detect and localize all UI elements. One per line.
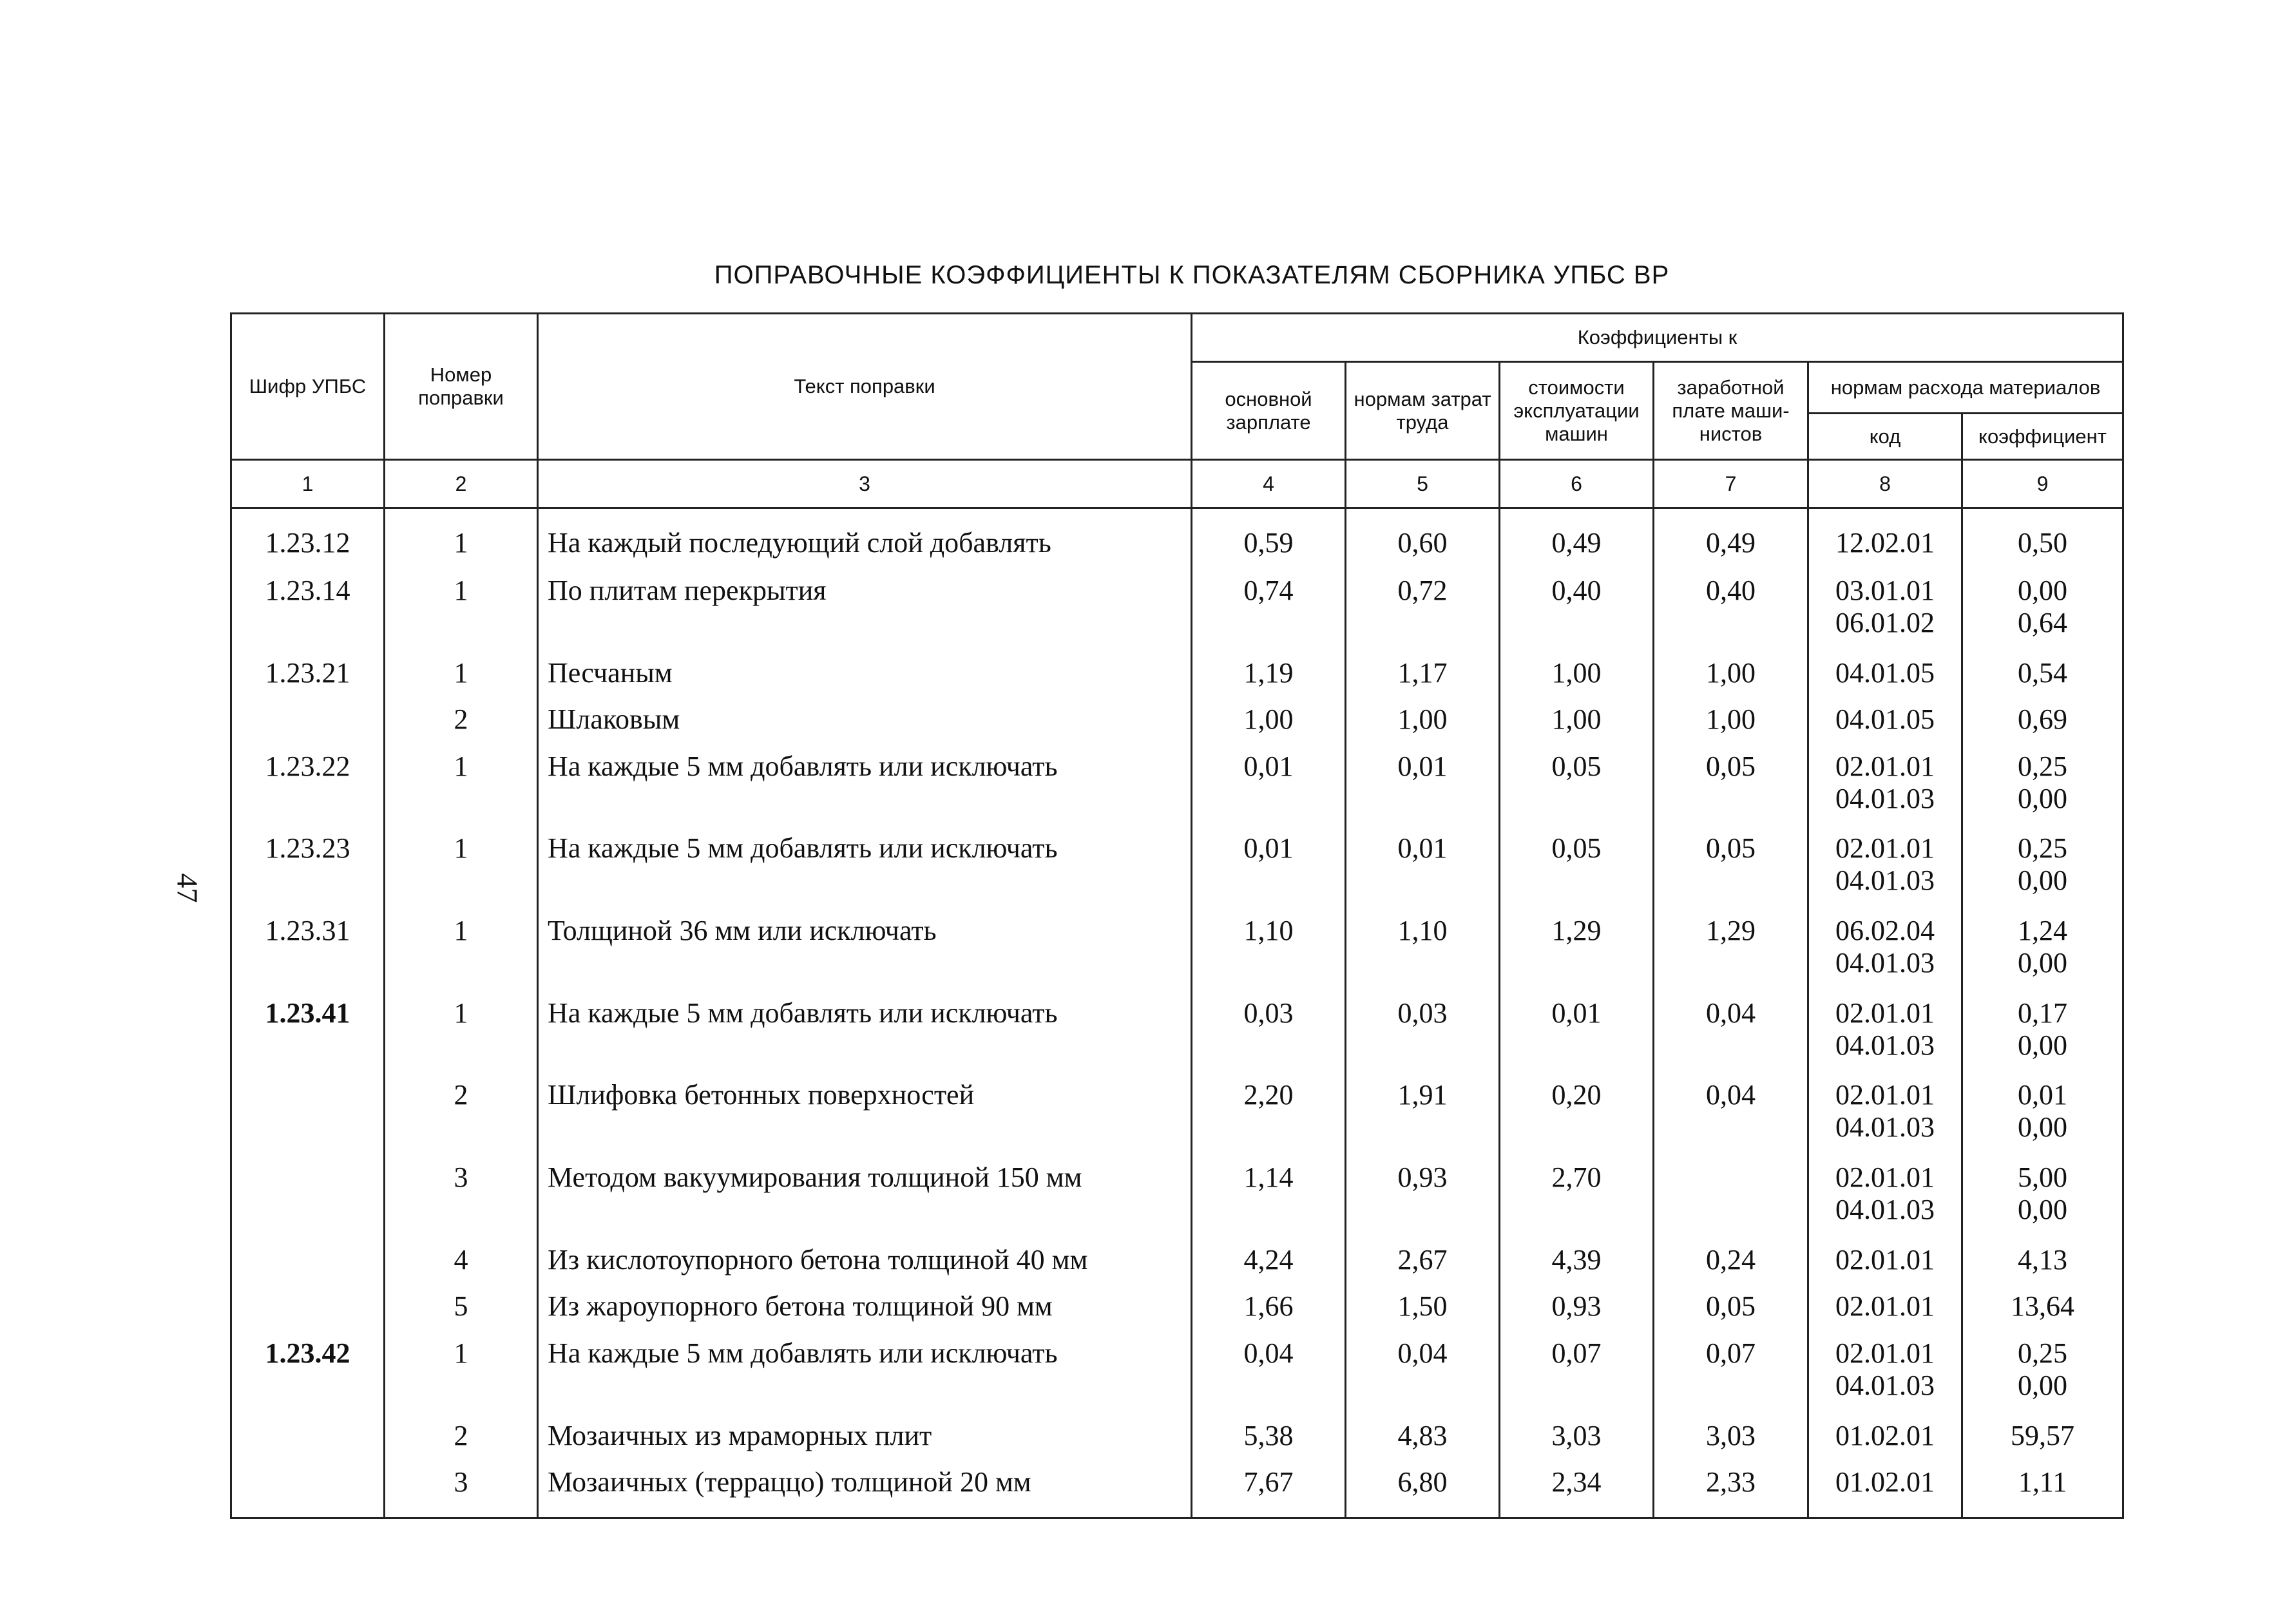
table-row <box>231 693 2123 740</box>
cell-base-salary: 7,67 <box>1192 1456 1346 1518</box>
cell-labor-norms: 6,80 <box>1346 1456 1500 1518</box>
cell-machine-cost: 0,05 <box>1500 740 1654 823</box>
material-coefficient-line: 0,00 <box>2018 865 2068 897</box>
material-code-line: 06.01.02 <box>1835 606 1935 638</box>
cell-code: 1.23.12 <box>231 508 385 564</box>
table-body <box>231 508 2123 1518</box>
cell-labor-norms: 1,17 <box>1346 647 1500 694</box>
cell-amendment-number: 5 <box>385 1280 538 1327</box>
column-numbers-row <box>231 460 2123 508</box>
material-coefficient-line: 0,17 <box>2018 997 2068 1029</box>
cell-amendment-number: 1 <box>385 740 538 823</box>
table-header <box>231 314 2123 508</box>
material-coefficient-line: 0,00 <box>2018 1029 2068 1061</box>
cell-code <box>231 693 385 740</box>
header-labor-norms: нормам затрат труда <box>1346 362 1500 460</box>
column-number: 8 <box>1808 460 1962 508</box>
cell-labor-norms: 1,10 <box>1346 904 1500 987</box>
cell-code <box>231 1151 385 1234</box>
cell-labor-norms: 0,01 <box>1346 822 1500 904</box>
cell-machine-cost: 0,01 <box>1500 987 1654 1069</box>
cell-material-coefficient <box>1962 822 2123 904</box>
material-coefficient-line: 0,69 <box>2018 703 2068 736</box>
material-code-line: 12.02.01 <box>1835 527 1935 559</box>
cell-operator-salary: 0,04 <box>1654 1069 1808 1151</box>
cell-material-code <box>1808 1327 1962 1409</box>
material-coefficient-line: 0,00 <box>2018 947 2068 979</box>
cell-code: 1.23.41 <box>231 987 385 1069</box>
cell-material-code <box>1808 822 1962 904</box>
column-number: 2 <box>385 460 538 508</box>
material-coefficient-line: 0,00 <box>2018 1194 2068 1226</box>
cell-base-salary: 1,66 <box>1192 1280 1346 1327</box>
cell-machine-cost: 1,29 <box>1500 904 1654 987</box>
material-coefficient-line: 5,00 <box>2018 1161 2068 1194</box>
cell-amendment-number: 1 <box>385 822 538 904</box>
material-code-line: 04.01.03 <box>1835 1194 1935 1226</box>
column-number: 4 <box>1192 460 1346 508</box>
cell-code <box>231 1280 385 1327</box>
cell-base-salary: 1,00 <box>1192 693 1346 740</box>
cell-machine-cost: 3,03 <box>1500 1409 1654 1457</box>
cell-material-code <box>1808 1456 1962 1518</box>
table-row <box>231 822 2123 904</box>
cell-code: 1.23.42 <box>231 1327 385 1409</box>
cell-amendment-text: Песчаным <box>538 647 1192 694</box>
cell-operator-salary: 0,24 <box>1654 1234 1808 1281</box>
cell-material-coefficient <box>1962 1280 2123 1327</box>
cell-operator-salary: 2,33 <box>1654 1456 1808 1518</box>
cell-material-coefficient <box>1962 647 2123 694</box>
material-code-line: 02.01.01 <box>1835 832 1935 865</box>
cell-machine-cost: 4,39 <box>1500 1234 1654 1281</box>
cell-machine-cost: 0,40 <box>1500 564 1654 647</box>
cell-operator-salary: 0,05 <box>1654 822 1808 904</box>
cell-base-salary: 0,59 <box>1192 508 1346 564</box>
header-machine-cost: стоимости эксплуатации машин <box>1500 362 1654 460</box>
cell-material-coefficient <box>1962 693 2123 740</box>
table-row <box>231 987 2123 1069</box>
column-number: 5 <box>1346 460 1500 508</box>
cell-labor-norms: 0,01 <box>1346 740 1500 823</box>
material-code-line: 04.01.03 <box>1835 865 1935 897</box>
material-coefficient-line: 0,25 <box>2018 1337 2068 1369</box>
cell-material-code <box>1808 1151 1962 1234</box>
cell-material-coefficient <box>1962 740 2123 823</box>
cell-operator-salary: 0,04 <box>1654 987 1808 1069</box>
header-coefficients-to: Коэффициенты к <box>1192 314 2123 362</box>
cell-base-salary: 1,19 <box>1192 647 1346 694</box>
header-operator-salary: заработной плате маши- нистов <box>1654 362 1808 460</box>
material-code-line: 04.01.05 <box>1835 703 1935 736</box>
cell-amendment-text: Методом вакуумирования толщиной 150 мм <box>538 1151 1192 1234</box>
cell-material-coefficient <box>1962 508 2123 564</box>
material-code-line: 02.01.01 <box>1835 1243 1935 1275</box>
cell-material-code <box>1808 904 1962 987</box>
cell-base-salary: 0,01 <box>1192 822 1346 904</box>
cell-machine-cost: 0,07 <box>1500 1327 1654 1409</box>
cell-amendment-number: 1 <box>385 564 538 647</box>
table-row <box>231 1234 2123 1281</box>
cell-material-code <box>1808 1280 1962 1327</box>
cell-amendment-text: На каждые 5 мм добавлять или исключать <box>538 987 1192 1069</box>
cell-machine-cost: 0,20 <box>1500 1069 1654 1151</box>
table-row <box>231 1151 2123 1234</box>
material-code-line: 04.01.05 <box>1835 656 1935 689</box>
table-row <box>231 1409 2123 1457</box>
material-code-line: 04.01.03 <box>1835 1369 1935 1401</box>
cell-amendment-text: Из жароупорного бетона толщиной 90 мм <box>538 1280 1192 1327</box>
material-code-line: 02.01.01 <box>1835 1161 1935 1194</box>
cell-amendment-text: Мозаичных (терраццо) толщиной 20 мм <box>538 1456 1192 1518</box>
cell-operator-salary: 1,29 <box>1654 904 1808 987</box>
cell-base-salary: 1,14 <box>1192 1151 1346 1234</box>
cell-material-coefficient <box>1962 1151 2123 1234</box>
material-code-line: 03.01.01 <box>1835 574 1935 606</box>
cell-labor-norms: 0,60 <box>1346 508 1500 564</box>
material-coefficient-line: 1,11 <box>2018 1466 2067 1498</box>
material-coefficient-line: 13,64 <box>2011 1290 2075 1323</box>
cell-material-coefficient <box>1962 1456 2123 1518</box>
cell-material-code <box>1808 647 1962 694</box>
cell-code: 1.23.31 <box>231 904 385 987</box>
cell-operator-salary <box>1654 1151 1808 1234</box>
cell-machine-cost: 2,34 <box>1500 1456 1654 1518</box>
cell-operator-salary: 0,49 <box>1654 508 1808 564</box>
cell-material-coefficient <box>1962 904 2123 987</box>
material-code-line: 01.02.01 <box>1835 1466 1935 1498</box>
cell-amendment-text: Шлифовка бетонных поверхностей <box>538 1069 1192 1151</box>
material-coefficient-line: 0,25 <box>2018 750 2068 782</box>
material-coefficient-line: 0,64 <box>2018 606 2068 638</box>
cell-amendment-text: По плитам перекрытия <box>538 564 1192 647</box>
cell-amendment-number: 2 <box>385 1409 538 1457</box>
table-row <box>231 647 2123 694</box>
cell-operator-salary: 0,40 <box>1654 564 1808 647</box>
material-code-line: 02.01.01 <box>1835 997 1935 1029</box>
material-coefficient-line: 0,00 <box>2018 782 2068 814</box>
cell-material-code <box>1808 987 1962 1069</box>
cell-amendment-text: На каждые 5 мм добавлять или исключать <box>538 1327 1192 1409</box>
cell-labor-norms: 1,00 <box>1346 693 1500 740</box>
header-material-norms: нормам расхода материалов <box>1808 362 2123 414</box>
cell-operator-salary: 1,00 <box>1654 647 1808 694</box>
cell-code <box>231 1069 385 1151</box>
cell-labor-norms: 1,91 <box>1346 1069 1500 1151</box>
cell-code <box>231 1409 385 1457</box>
cell-code: 1.23.23 <box>231 822 385 904</box>
header-amendment-number: Номер поправки <box>385 314 538 460</box>
column-number: 9 <box>1962 460 2123 508</box>
cell-machine-cost: 0,05 <box>1500 822 1654 904</box>
cell-amendment-text: Шлаковым <box>538 693 1192 740</box>
cell-code <box>231 1234 385 1281</box>
cell-amendment-number: 1 <box>385 987 538 1069</box>
cell-amendment-number: 1 <box>385 647 538 694</box>
cell-amendment-number: 2 <box>385 1069 538 1151</box>
cell-amendment-text: На каждый последующий слой добавлять <box>538 508 1192 564</box>
cell-code: 1.23.21 <box>231 647 385 694</box>
table-row <box>231 740 2123 823</box>
cell-amendment-text: Мозаичных из мраморных плит <box>538 1409 1192 1457</box>
column-number: 7 <box>1654 460 1808 508</box>
table-row <box>231 1280 2123 1327</box>
cell-code: 1.23.14 <box>231 564 385 647</box>
header-code: Шифр УПБС <box>231 314 385 460</box>
material-coefficient-line: 0,01 <box>2018 1079 2068 1111</box>
cell-material-code <box>1808 1069 1962 1151</box>
cell-material-code <box>1808 1409 1962 1457</box>
cell-amendment-number: 4 <box>385 1234 538 1281</box>
cell-machine-cost: 0,49 <box>1500 508 1654 564</box>
header-material-coefficient: коэффициент <box>1962 414 2123 460</box>
cell-base-salary: 2,20 <box>1192 1069 1346 1151</box>
table-row <box>231 1069 2123 1151</box>
column-number: 6 <box>1500 460 1654 508</box>
cell-amendment-number: 1 <box>385 1327 538 1409</box>
header-amendment-text: Текст поправки <box>538 314 1192 460</box>
cell-material-coefficient <box>1962 1069 2123 1151</box>
material-code-line: 06.02.04 <box>1835 915 1935 947</box>
material-coefficient-line: 4,13 <box>2018 1243 2068 1275</box>
cell-labor-norms: 0,72 <box>1346 564 1500 647</box>
cell-machine-cost: 1,00 <box>1500 693 1654 740</box>
cell-amendment-text: На каждые 5 мм добавлять или исключать <box>538 822 1192 904</box>
cell-amendment-number: 1 <box>385 904 538 987</box>
cell-labor-norms: 4,83 <box>1346 1409 1500 1457</box>
cell-amendment-number: 2 <box>385 693 538 740</box>
material-code-line: 04.01.03 <box>1835 947 1935 979</box>
cell-material-coefficient <box>1962 564 2123 647</box>
material-coefficient-line: 0,25 <box>2018 832 2068 865</box>
cell-labor-norms: 0,93 <box>1346 1151 1500 1234</box>
table-row <box>231 904 2123 987</box>
material-code-line: 04.01.03 <box>1835 782 1935 814</box>
cell-base-salary: 0,01 <box>1192 740 1346 823</box>
cell-material-code <box>1808 740 1962 823</box>
table-row <box>231 1456 2123 1518</box>
cell-material-code <box>1808 693 1962 740</box>
cell-material-code <box>1808 508 1962 564</box>
cell-material-coefficient <box>1962 1327 2123 1409</box>
cell-base-salary: 5,38 <box>1192 1409 1346 1457</box>
cell-material-coefficient <box>1962 1234 2123 1281</box>
table-row <box>231 1327 2123 1409</box>
cell-amendment-text: Из кислотоупорного бетона толщиной 40 мм <box>538 1234 1192 1281</box>
material-code-line: 02.01.01 <box>1835 1290 1935 1323</box>
material-code-line: 04.01.03 <box>1835 1111 1935 1143</box>
cell-machine-cost: 0,93 <box>1500 1280 1654 1327</box>
cell-code <box>231 1456 385 1518</box>
cell-material-code <box>1808 1234 1962 1281</box>
cell-operator-salary: 3,03 <box>1654 1409 1808 1457</box>
cell-machine-cost: 2,70 <box>1500 1151 1654 1234</box>
header-base-salary: основной зарплате <box>1192 362 1346 460</box>
column-number: 3 <box>538 460 1192 508</box>
coefficients-table <box>230 312 2124 1519</box>
cell-base-salary: 0,03 <box>1192 987 1346 1069</box>
cell-amendment-number: 1 <box>385 508 538 564</box>
material-code-line: 02.01.01 <box>1835 1079 1935 1111</box>
cell-operator-salary: 0,07 <box>1654 1327 1808 1409</box>
cell-amendment-text: Толщиной 36 мм или исключать <box>538 904 1192 987</box>
cell-labor-norms: 2,67 <box>1346 1234 1500 1281</box>
material-code-line: 01.02.01 <box>1835 1419 1935 1451</box>
material-coefficient-line: 0,50 <box>2018 527 2068 559</box>
material-coefficient-line: 0,54 <box>2018 656 2068 689</box>
cell-material-code <box>1808 564 1962 647</box>
cell-base-salary: 0,74 <box>1192 564 1346 647</box>
page-number: 47 <box>171 873 204 903</box>
cell-base-salary: 4,24 <box>1192 1234 1346 1281</box>
material-code-line: 04.01.03 <box>1835 1029 1935 1061</box>
material-coefficient-line: 59,57 <box>2011 1419 2075 1451</box>
material-coefficient-line: 0,00 <box>2018 574 2068 606</box>
material-coefficient-line: 1,24 <box>2018 915 2068 947</box>
cell-material-coefficient <box>1962 1409 2123 1457</box>
cell-labor-norms: 0,03 <box>1346 987 1500 1069</box>
table-row <box>231 508 2123 564</box>
cell-amendment-number: 3 <box>385 1151 538 1234</box>
cell-operator-salary: 0,05 <box>1654 740 1808 823</box>
cell-operator-salary: 0,05 <box>1654 1280 1808 1327</box>
material-code-line: 02.01.01 <box>1835 750 1935 782</box>
table-title: ПОПРАВОЧНЫЕ КОЭФФИЦИЕНТЫ К ПОКАЗАТЕЛЯМ СБОРНИКА УПБС ВР <box>714 261 1670 289</box>
material-coefficient-line: 0,00 <box>2018 1111 2068 1143</box>
material-coefficient-line: 0,00 <box>2018 1369 2068 1401</box>
cell-code: 1.23.22 <box>231 740 385 823</box>
cell-labor-norms: 1,50 <box>1346 1280 1500 1327</box>
cell-base-salary: 1,10 <box>1192 904 1346 987</box>
cell-operator-salary: 1,00 <box>1654 693 1808 740</box>
cell-amendment-text: На каждые 5 мм добавлять или исключать <box>538 740 1192 823</box>
header-material-code: код <box>1808 414 1962 460</box>
material-code-line: 02.01.01 <box>1835 1337 1935 1369</box>
column-number: 1 <box>231 460 385 508</box>
cell-base-salary: 0,04 <box>1192 1327 1346 1409</box>
cell-labor-norms: 0,04 <box>1346 1327 1500 1409</box>
cell-amendment-number: 3 <box>385 1456 538 1518</box>
cell-machine-cost: 1,00 <box>1500 647 1654 694</box>
cell-material-coefficient <box>1962 987 2123 1069</box>
table-row <box>231 564 2123 647</box>
